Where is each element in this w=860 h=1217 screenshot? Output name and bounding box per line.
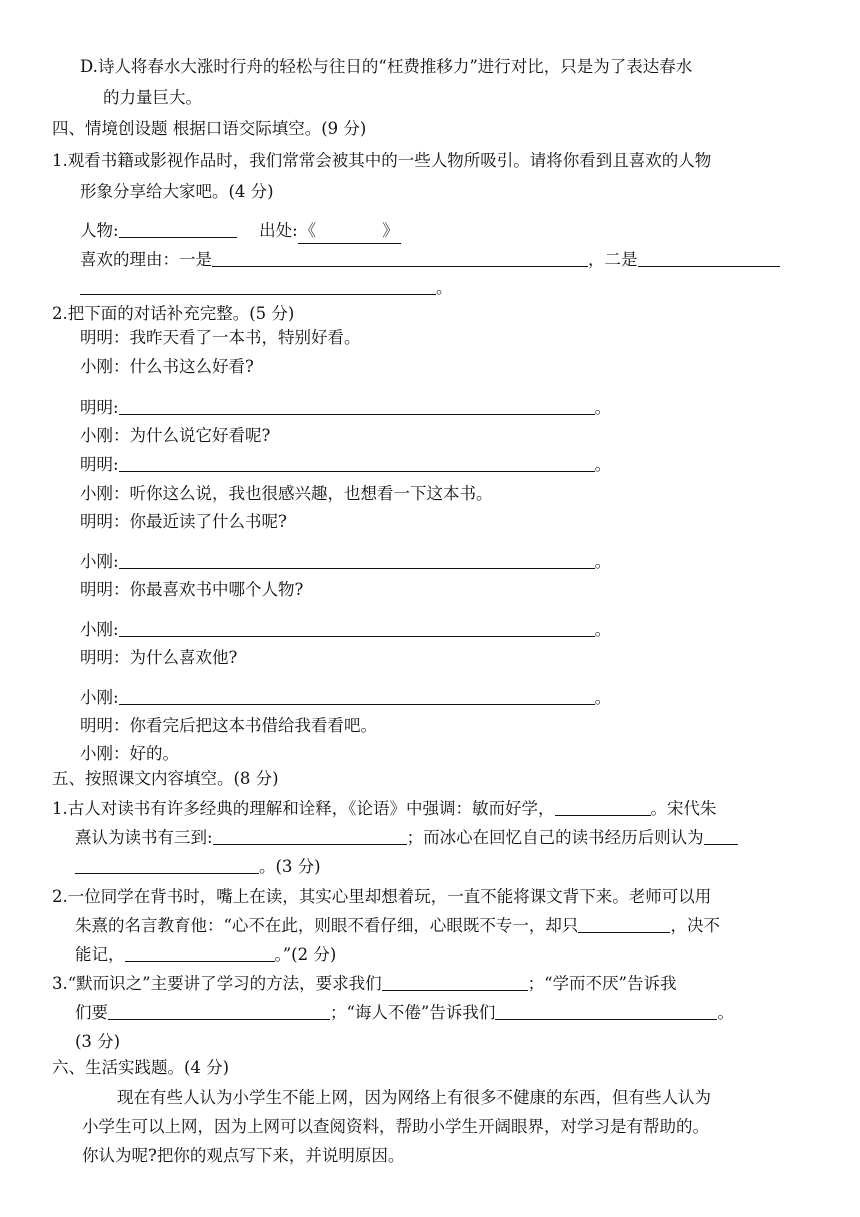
dialogue-text: 你最喜欢书中哪个人物? (129, 580, 304, 599)
reason-blank-2[interactable] (638, 248, 780, 267)
reason-row-2: 。 (80, 276, 453, 300)
dialogue-line (80, 742, 179, 766)
answer-blank[interactable] (119, 396, 595, 415)
person-label: 人物: (80, 221, 119, 240)
s5-q1-line1: 1.古人对读书有许多经典的理解和诠释，《论语》中强调：敏而好学， 。宋代朱 (52, 799, 717, 818)
dialogue-line (80, 646, 237, 670)
second-label: ，二是 (588, 250, 638, 269)
speaker-label: 明明： (80, 512, 130, 531)
dialogue-line (80, 714, 377, 738)
speaker-label: 明明： (80, 580, 130, 599)
s5-q1-blank3a[interactable] (704, 826, 738, 845)
dialogue-text: 你看完后把这本书借给我看看吧。 (129, 716, 377, 735)
s5-q1-blank3b[interactable] (75, 855, 259, 874)
source-label: 出处: (259, 221, 298, 240)
source-blank[interactable]: 《 》 (298, 219, 401, 244)
reason-blank-3[interactable] (80, 276, 436, 295)
speaker-label: 小刚: (80, 552, 119, 571)
speaker-label: 小刚: (80, 620, 119, 639)
dialogue-text: 我昨天看了一本书，特别好看。 (129, 328, 361, 347)
answer-blank[interactable] (119, 618, 595, 637)
section5-heading: 五、按照课文内容填空。(8 分) (52, 769, 279, 788)
s5-q2-line2: 朱熹的名言教育他：“心不在此，则眼不看仔细，心眼既不专一，却只 ，决不 (75, 916, 720, 935)
s4-q2-prompt: 2.把下面的对话补充完整。(5 分) (52, 304, 295, 323)
s5-q1-blank1[interactable] (555, 797, 651, 816)
option-d-line2: 的力量巨大。 (103, 88, 202, 107)
s5-q2-blank1[interactable] (578, 914, 670, 933)
speaker-label: 明明： (80, 328, 130, 347)
s5-q2-line1: 2.一位同学在背书时，嘴上在读，其实心里却想着玩，一直不能将课文背下来。老师可以用 (52, 887, 712, 906)
speaker-label: 小刚： (80, 357, 130, 376)
person-blank[interactable] (119, 219, 237, 238)
option-d-line1: D.诗人将春水大涨时行舟的轻松与往日的“枉费推移力”进行对比，只是为了表达春水 (80, 57, 693, 76)
answer-blank[interactable] (119, 453, 595, 472)
speaker-label: 小刚： (80, 744, 130, 763)
s4-q1-line1: 1.观看书籍或影视作品时，我们常常会被其中的一些人物所吸引。请将你看到且喜欢的人物 (52, 151, 712, 170)
speaker-label: 明明: (80, 455, 119, 474)
dialogue-line: 小刚: 。 (80, 552, 612, 571)
dialogue-line (80, 424, 270, 448)
speaker-label: 小刚： (80, 484, 130, 503)
dialogue-text: 听你这么说，我也很感兴趣，也想看一下这本书。 (129, 484, 493, 503)
dialogue-text: 你最近读了什么书呢? (129, 512, 287, 531)
answer-blank[interactable] (119, 686, 595, 705)
dialogue-line: 小刚: 。 (80, 620, 612, 639)
dialogue-line (80, 510, 287, 534)
speaker-label: 小刚： (80, 426, 130, 445)
dialogue-line (80, 355, 254, 379)
dialogue-line: 明明: 。 (80, 455, 612, 474)
dialogue-line: 小刚: 。 (80, 688, 612, 707)
dialogue-text: 什么书这么好看? (129, 357, 254, 376)
s5-q1-line3: 。(3 分) (75, 855, 321, 879)
person-source-row (80, 219, 401, 244)
reason-blank-1[interactable] (212, 248, 588, 267)
reason-label: 喜欢的理由：一是 (80, 250, 212, 269)
s5-q3-blank3[interactable] (495, 1001, 717, 1020)
s6-line3: 你认为呢?把你的观点写下来，并说明原因。 (82, 1146, 405, 1165)
s5-q3-score: (3 分) (75, 1032, 121, 1051)
section4-heading: 四、情境创设题 根据口语交际填空。(9 分) (52, 119, 367, 138)
dialogue-text: 为什么说它好看呢? (129, 426, 271, 445)
s6-line2: 小学生可以上网，因为上网可以查阅资料，帮助小学生开阔眼界，对学习是有帮助的。 (82, 1117, 709, 1136)
dialogue-text: 为什么喜欢他? (129, 648, 238, 667)
s5-q1-blank2[interactable] (213, 826, 407, 845)
answer-blank[interactable] (119, 550, 595, 569)
s6-line1: 现在有些人认为小学生不能上网，因为网络上有很多不健康的东西，但有些人认为 (117, 1088, 711, 1107)
speaker-label: 明明： (80, 648, 130, 667)
s4-q1-line2: 形象分享给大家吧。(4 分) (80, 182, 274, 201)
s5-q1-line2: 熹认为读书有三到: ；而冰心在回忆自己的读书经历后则认为 (75, 826, 738, 850)
s5-q3-line1: 3.“默而识之”主要讲了学习的方法，要求我们 ；“学而不厌”告诉我 (52, 974, 677, 993)
dialogue-line (80, 482, 493, 506)
reason-row (80, 248, 780, 272)
dialogue-line (80, 578, 303, 602)
s5-q3-line2: 们要 ；“诲人不倦”告诉我们 。 (75, 1003, 734, 1022)
dialogue-text: 好的。 (129, 744, 179, 763)
speaker-label: 小刚: (80, 688, 119, 707)
section6-heading: 六、生活实践题。(4 分) (52, 1058, 230, 1077)
s5-q3-blank1[interactable] (382, 972, 528, 991)
s5-q2-blank2[interactable] (125, 943, 275, 962)
dialogue-line (80, 326, 361, 350)
dialogue-line: 明明: 。 (80, 398, 612, 417)
speaker-label: 明明: (80, 398, 119, 417)
speaker-label: 明明： (80, 716, 130, 735)
s5-q2-line3: 能记， 。”(2 分) (75, 945, 337, 964)
s5-q3-blank2[interactable] (108, 1001, 330, 1020)
